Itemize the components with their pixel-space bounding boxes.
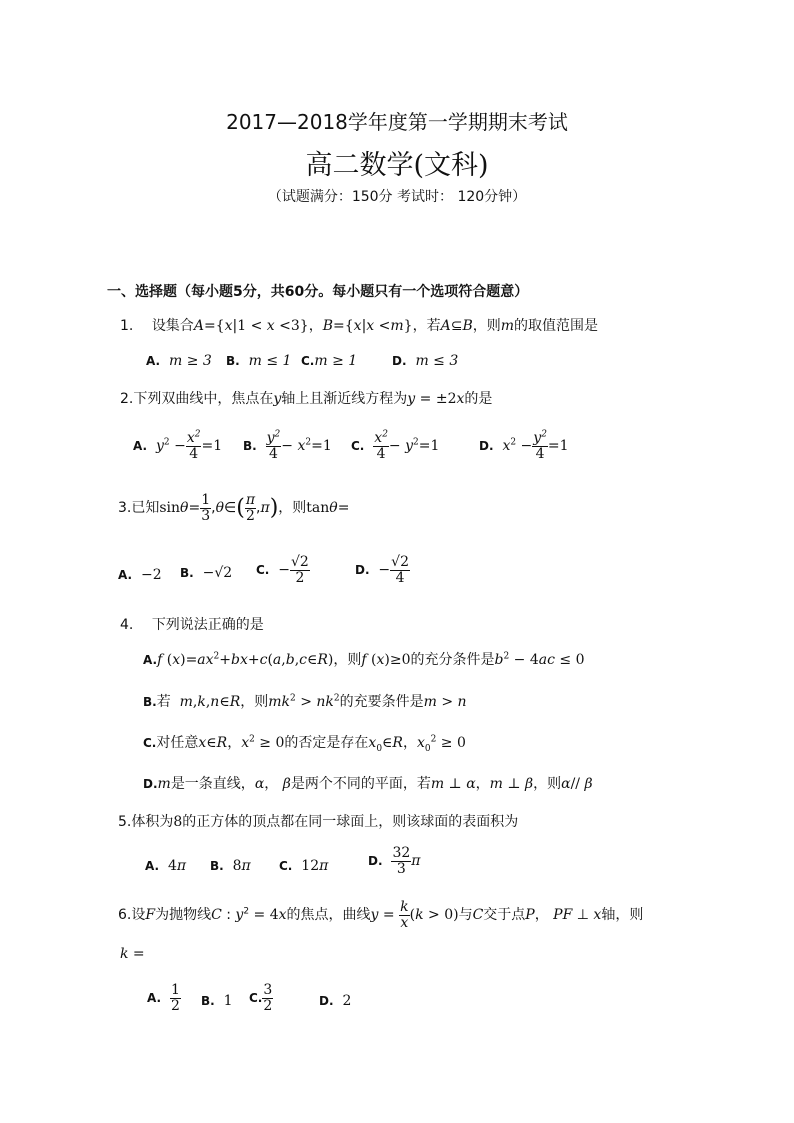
option-6a: A. $\frac{1}{2}$ xyxy=(147,982,180,1014)
option-5b: B. 8π xyxy=(210,858,251,874)
question-number: 3. xyxy=(118,500,132,517)
question-1 xyxy=(120,315,598,335)
option-5c: C. 12π xyxy=(279,858,329,874)
question-text: 体积为8的正方体的顶点都在同一球面上，则该球面的表面积为 xyxy=(131,814,519,830)
question-number: 6. xyxy=(118,907,132,924)
option-3a: A. −2 xyxy=(118,567,162,583)
question-text: 设集合A={x|1 < x <3}，B={x|x <m}，若A⊆B，则m的取值范围是 xyxy=(151,318,599,334)
section-heading: 一、选择题（每小题5分，共60分。每小题只有一个选项符合题意） xyxy=(107,284,529,300)
option-2d: D. $x^2$ − $\frac{y^2}{4}$ =1 xyxy=(479,429,569,462)
option-6d: D. 2 xyxy=(319,993,352,1009)
question-number: 4. xyxy=(120,617,134,633)
question-6-continuation: k = xyxy=(120,946,145,962)
option-1a: A. m ≥ 3 xyxy=(146,353,212,369)
exam-info: （试题满分：150分 考试时： 120分钟） xyxy=(267,189,527,205)
question-number: 1. xyxy=(120,318,134,334)
option-6c: C. $\frac{3}{2}$ xyxy=(249,982,273,1014)
subject-title: 高二数学(文科) xyxy=(305,150,489,181)
option-5d: D. $\frac{32}{3}$ π xyxy=(368,845,421,877)
question-2 xyxy=(120,388,492,408)
option-2a: A. $y^2$ − $\frac{x^2}{4}$ =1 xyxy=(133,429,223,462)
option-4d: D.m是一条直线，α， β是两个不同的平面，若m ⊥ α，m ⊥ β，则α// β xyxy=(143,776,593,792)
option-5a: A. 4π xyxy=(145,858,187,874)
question-4 xyxy=(120,614,264,634)
question-5 xyxy=(118,811,518,831)
question-number: 2. xyxy=(120,391,134,407)
question-text: 下列说法正确的是 xyxy=(151,617,264,633)
question-number: 5. xyxy=(118,814,132,830)
option-1c: C.m ≥ 1 xyxy=(301,353,358,369)
question-3 xyxy=(118,493,349,523)
option-1d: D. m ≤ 3 xyxy=(392,353,459,369)
question-text: 设F为抛物线C : $y^2 = 4x$的焦点，曲线y = $\frac{k}{x}$ (k > 0)与C交于点P， PF ⊥ x轴，则 xyxy=(131,899,644,931)
question-text: 下列双曲线中，焦点在y轴上且渐近线方程为y = ±2x的是 xyxy=(133,391,493,407)
option-6b: B. 1 xyxy=(201,993,233,1009)
option-4c: C.对任意x∈R，$x^2 \ge 0$的否定是存在$x_0\in R$，$x_0^2 \ge 0$ xyxy=(143,734,466,754)
option-3d: D. − $\frac{√2}{4}$ xyxy=(355,554,409,586)
option-4b: B.若 m,k,n∈R，则$mk^2 > nk^2$的充要条件是m > n xyxy=(143,693,467,710)
exam-title: 2017—2018学年度第一学期期末考试 xyxy=(226,110,568,134)
option-2b: B. $\frac{y^2}{4}$ − $x^2=1$ xyxy=(243,429,332,462)
option-2c: C. $\frac{x^2}{4}$ − $y^2=1$ xyxy=(351,429,440,462)
option-3c: C. − $\frac{√2}{2}$ xyxy=(256,554,309,586)
option-3b: B. −√2 xyxy=(180,565,233,581)
option-4a: A.f $(x)=ax^2+bx+c(a,b,c\in R)$，则f (x)≥0的充分条件是$b^2 - 4ac \le 0$ xyxy=(143,651,585,668)
option-1b: B. m ≤ 1 xyxy=(226,353,292,369)
question-text: 已知sinθ= $\frac{1}{3}$ ,θ∈( $\frac{\pi}{2}$ ,π)，则tanθ= xyxy=(131,492,350,524)
question-6 xyxy=(118,900,643,930)
